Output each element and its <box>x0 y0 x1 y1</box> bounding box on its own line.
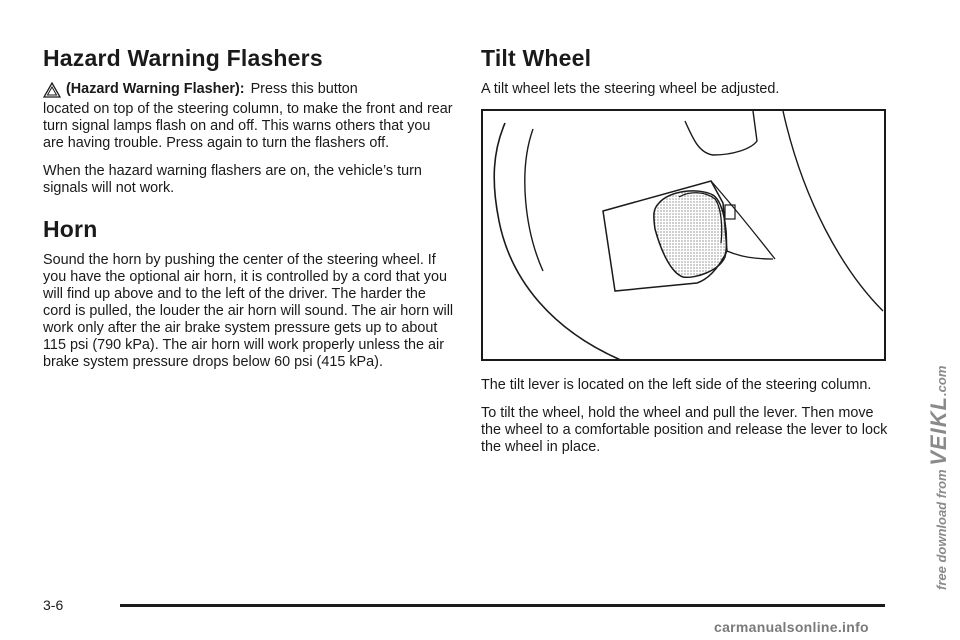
page-number: 3-6 <box>43 597 64 613</box>
hazard-note: When the hazard warning flashers are on, the vehicle’s turn signals will not work. <box>43 163 422 196</box>
watermark-prefix: free download from <box>934 469 949 590</box>
tilt-intro: A tilt wheel lets the steering wheel be adjusted. <box>481 81 780 97</box>
site-footer: carmanualsonline.info <box>714 619 869 635</box>
watermark-brand: VEIKL <box>926 395 951 466</box>
right-column <box>481 43 893 467</box>
hazard-lead-bold: (Hazard Warning Flasher): <box>66 81 245 97</box>
download-watermark <box>926 366 952 590</box>
hazard-heading: Hazard Warning Flashers <box>43 45 323 71</box>
left-column <box>43 43 455 382</box>
tilt-para-2: To tilt the wheel, hold the wheel and pull the lever. Then move the wheel to a comfortable position and release the lever to lock the wheel in place. <box>481 405 888 455</box>
horn-heading: Horn <box>43 216 98 242</box>
hazard-body: located on top of the steering column, to make the front and rear turn signal lamps flash on and off. This warns others that you are having trouble. Press again to turn the flashers off. <box>43 101 453 151</box>
tilt-lever-illustration <box>481 109 886 361</box>
watermark-suffix: .com <box>934 365 949 396</box>
horn-body: Sound the horn by pushing the center of the steering wheel. If you have the optional air horn, it is controlled by a cord that you will find up above and to the left of the driver. The harder the cord is pulled, the louder the air horn will sound. The air horn will work only after the air brake system pressure gets up to about 115 psi (790 kPa). The air horn will work properly unless the air brake system pressure drops below 60 psi (415 kPa). <box>43 252 454 370</box>
hazard-lead <box>43 81 455 98</box>
hazard-lead-text: Press this button <box>250 81 358 97</box>
footer-rule <box>120 604 885 607</box>
hazard-triangle-icon <box>43 82 61 98</box>
tilt-heading: Tilt Wheel <box>481 45 592 71</box>
tilt-para-1: The tilt lever is located on the left side of the steering column. <box>481 377 872 393</box>
